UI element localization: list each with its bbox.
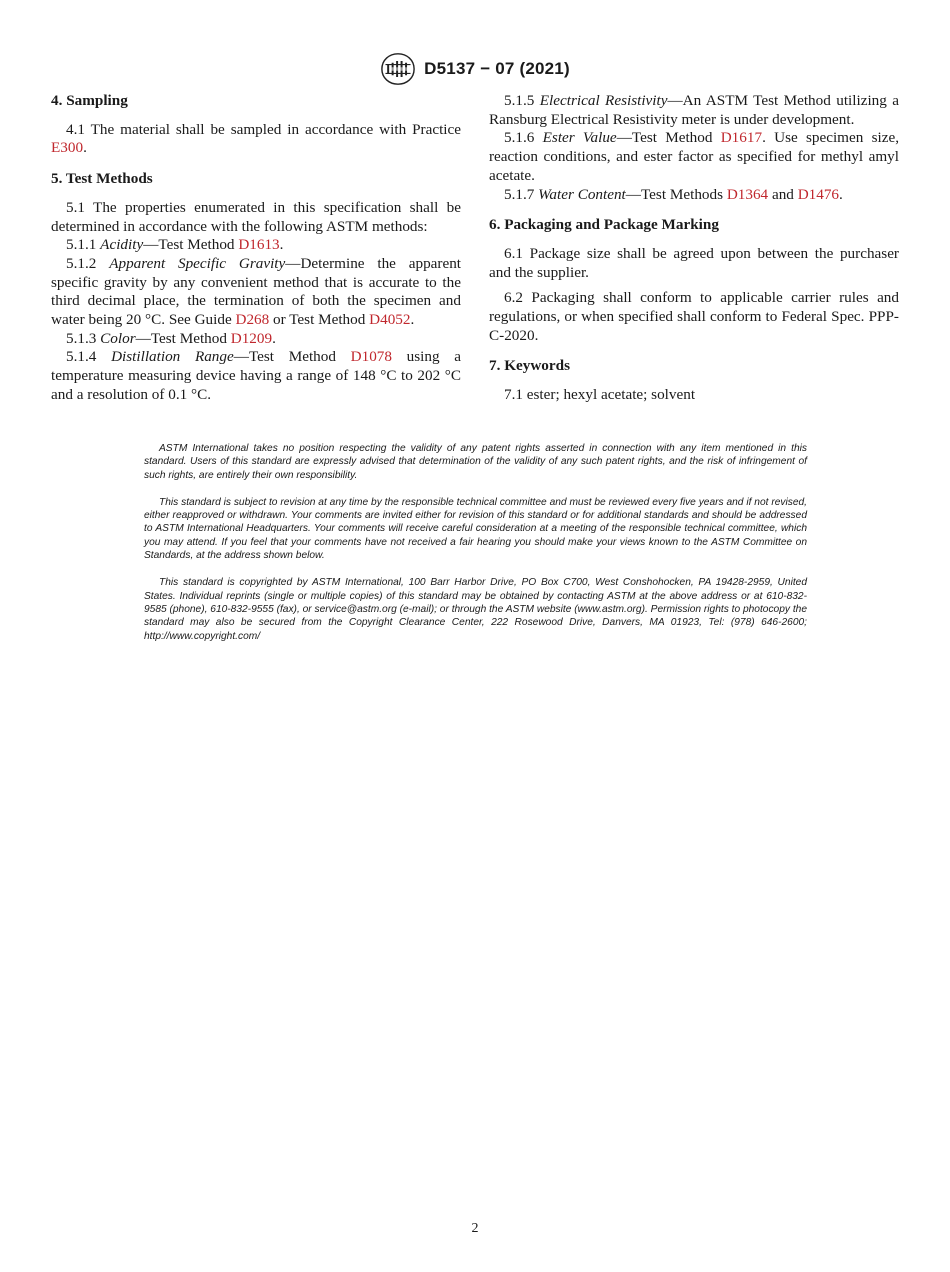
- revision-notice: This standard is subject to revision at any time by the responsible technical committee and must be reviewed every five years and if not revised, either reapproved or withdrawn. Your comments are invited either for revision of this standard or for additional standards and should be addressed to ASTM International Headquarters. Your comments will receive careful consideration at a meeting of the responsible technical committee, which you may attend. If you feel that your comments have not received a fair hearing you should make your views known to the ASTM Committee on Standards, at the address shown below.: [144, 496, 807, 562]
- para-5-1-5: 5.1.5 Electrical Resistivity—An ASTM Test Method utilizing a Ransburg Electrical Resistivity meter is under development.: [489, 92, 899, 128]
- section-5-heading: 5. Test Methods: [51, 170, 153, 188]
- para-6-2: 6.2 Packaging shall conform to applicable carrier rules and regulations, or when specified shall conform to Federal Spec. PPP-C-2020.: [489, 289, 899, 344]
- ref-d1617-link[interactable]: D1617: [720, 129, 763, 147]
- ref-d1476-link[interactable]: D1476: [797, 185, 840, 203]
- astm-logo-icon: [380, 52, 416, 86]
- left-column: [51, 92, 461, 405]
- para-5-1-1: 5.1.1 Acidity—Test Method D1613.: [66, 236, 284, 254]
- para-6-1: 6.1 Package size shall be agreed upon between the purchaser and the supplier.: [489, 244, 899, 281]
- para-5-1: 5.1 The properties enumerated in this specification shall be determined in accordance with the following ASTM methods:: [51, 198, 461, 235]
- ref-d1209-link[interactable]: D1209: [230, 329, 273, 347]
- legal-notices: [144, 442, 807, 657]
- para-5-1-7: 5.1.7 Water Content—Test Methods D1364 and D1476.: [504, 185, 843, 203]
- para-5-1-2: 5.1.2 Apparent Specific Gravity—Determine the apparent specific gravity by any convenient method that is accurate to the third decimal place, the termination of both the specimen and water being 20 °C. See Guide D268 or Test Method D4052.: [51, 254, 462, 329]
- standard-designation: D5137 − 07 (2021): [424, 59, 570, 78]
- right-column: [489, 92, 899, 405]
- ref-d268-link[interactable]: D268: [235, 311, 270, 329]
- ref-d1613-link[interactable]: D1613: [238, 236, 280, 254]
- para-7-1: 7.1 ester; hexyl acetate; solvent: [504, 386, 696, 404]
- ref-e300-link[interactable]: E300: [51, 139, 84, 157]
- page-header: [0, 52, 950, 86]
- section-6-heading: 6. Packaging and Package Marking: [489, 216, 719, 234]
- copyright-notice: This standard is copyrighted by ASTM International, 100 Barr Harbor Drive, PO Box C700, West Conshohocken, PA 19428-2959, United States. Individual reprints (single or multiple copies) of this standard may be obtained by contacting ASTM at the above address or at 610-832-9585 (phone), 610-832-9555 (fax), or service@astm.org (e-mail); or through the ASTM website (www.astm.org). Permission rights to photocopy the standard may also be secured from the Copyright Clearance Center, 222 Rosewood Drive, Danvers, MA 01923, Tel: (978) 646-2600; http://www.copyright.com/: [144, 577, 807, 642]
- section-7-heading: 7. Keywords: [489, 357, 570, 375]
- section-4-heading: 4. Sampling: [51, 92, 128, 109]
- para-4-1: 4.1 The material shall be sampled in accordance with Practice E300.: [51, 120, 461, 157]
- para-5-1-4: 5.1.4 Distillation Range—Test Method D1078 using a temperature measuring device having a range of 148 °C to 202 °C and a resolution of 0.1 °C.: [51, 348, 462, 403]
- ref-d1364-link[interactable]: D1364: [726, 185, 769, 203]
- ref-d1078-link[interactable]: D1078: [350, 348, 392, 366]
- para-5-1-3: 5.1.3 Color—Test Method D1209.: [66, 329, 276, 347]
- para-5-1-6: 5.1.6 Ester Value—Test Method D1617. Use specimen size, reaction conditions, and ester factor as specified for methyl amyl acetate.: [489, 129, 899, 184]
- page-number: 2: [471, 1221, 479, 1236]
- ref-d4052-link[interactable]: D4052: [369, 311, 411, 329]
- patent-notice: ASTM International takes no position respecting the validity of any patent rights asserted in connection with any item mentioned in this standard. Users of this standard are expressly advised that determination of the validity of any such patent rights, and the risk of infringement of such rights, are entirely their own responsibility.: [144, 443, 807, 481]
